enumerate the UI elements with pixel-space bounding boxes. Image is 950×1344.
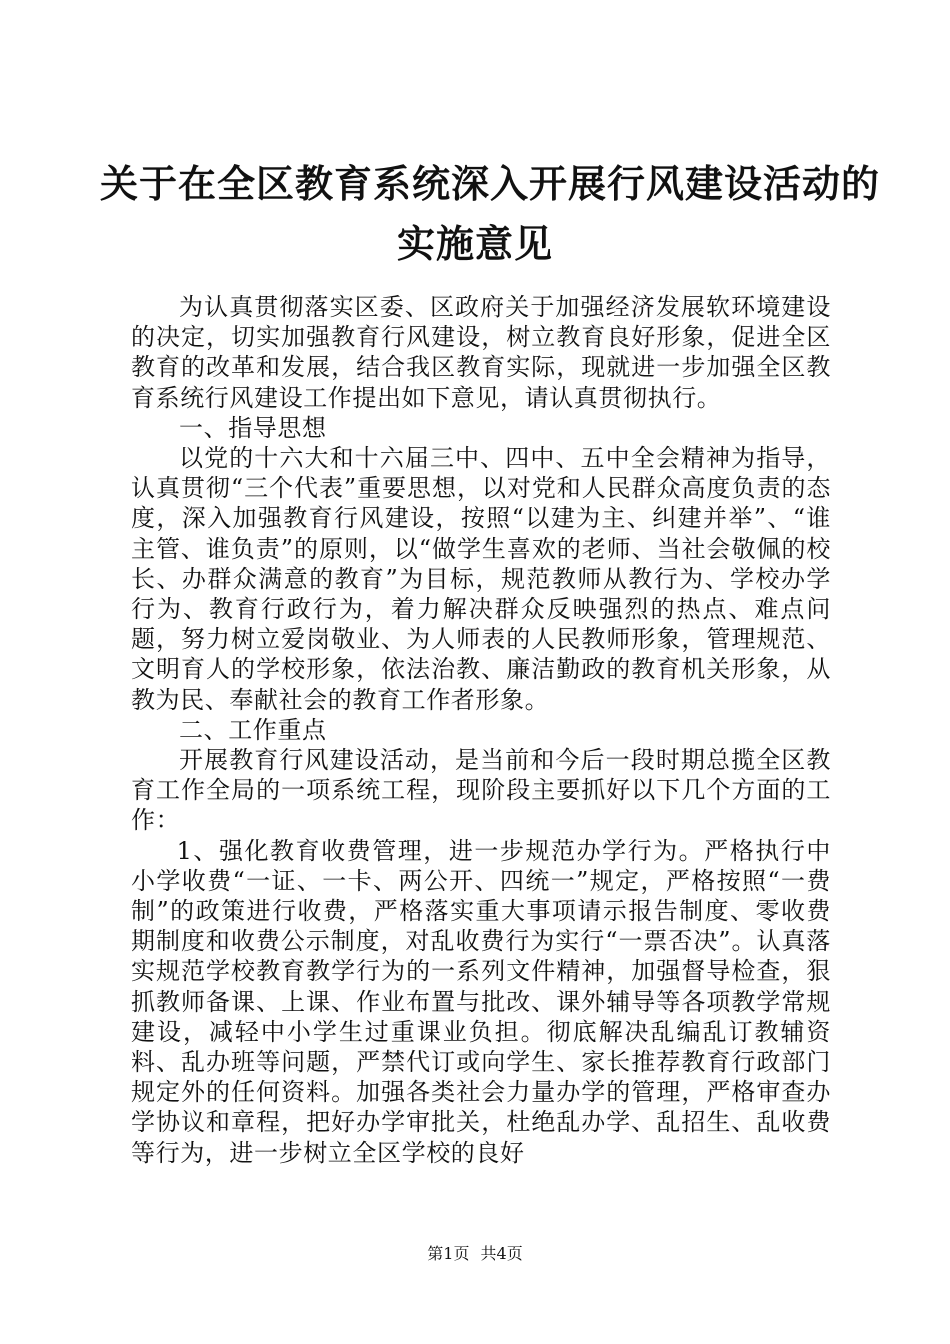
- page-number: 第1页: [427, 1244, 470, 1263]
- document-body: [131, 292, 831, 1168]
- section-heading-work-focus: 二、工作重点: [179, 715, 327, 744]
- page-total: 共4页: [480, 1244, 523, 1263]
- page-footer: [0, 1244, 950, 1264]
- work-item-1-paragraph: 1、强化教育收费管理，进一步规范办学行为。严格执行中小学收费“一证、一卡、两公开、四统一”规定，严格按照“一费制”的政策进行收费，严格落实重大事项请示报告制度、零收费期制度和收费公示制度，对乱收费行为实行“一票否决”。认真落实规范学校教育教学行为的一系列文件精神，加强督导检查，狠抓教师备课、上课、作业布置与批改、课外辅导等各项教学常规建设，减轻中小学生过重课业负担。彻底解决乱编乱订教辅资料、乱办班等问题，严禁代订或向学生、家长推荐教育行政部门规定外的任何资料。加强各类社会力量办学的管理，严格审查办学协议和章程，把好办学审批关，杜绝乱办学、乱招生、乱收费等行为，进一步树立全区学校的良好: [131, 836, 831, 1167]
- section-heading-guiding-thought: 一、指导思想: [179, 413, 327, 442]
- document-title-line-1: 关于在全区教育系统深入开展行风建设活动的: [100, 161, 881, 206]
- document-title-line-2: 实施意见: [396, 221, 553, 266]
- intro-paragraph: 为认真贯彻落实区委、区政府关于加强经济发展软环境建设的决定，切实加强教育行风建设，树立教育良好形象，促进全区教育的改革和发展，结合我区教育实际，现就进一步加强全区教育系统行风建设工作提出如下意见，请认真贯彻执行。: [131, 293, 831, 412]
- guiding-thought-paragraph: 以党的十六大和十六届三中、四中、五中全会精神为指导，认真贯彻“三个代表”重要思想，以对党和人民群众高度负责的态度，深入加强教育行风建设，按照“以建为主、纠建并举”、“谁主管、谁负责”的原则，以“做学生喜欢的老师、当社会敬佩的校长、办群众满意的教育”为目标，规范教师从教行为、学校办学行为、教育行政行为，着力解决群众反映强烈的热点、难点问题，努力树立爱岗敬业、为人师表的人民教师形象，管理规范、文明育人的学校形象，依法治教、廉洁勤政的教育机关形象，从教为民、奉献社会的教育工作者形象。: [131, 444, 831, 714]
- work-focus-intro-paragraph: 开展教育行风建设活动，是当前和今后一段时期总揽全区教育工作全局的一项系统工程，现阶段主要抓好以下几个方面的工作：: [131, 746, 831, 835]
